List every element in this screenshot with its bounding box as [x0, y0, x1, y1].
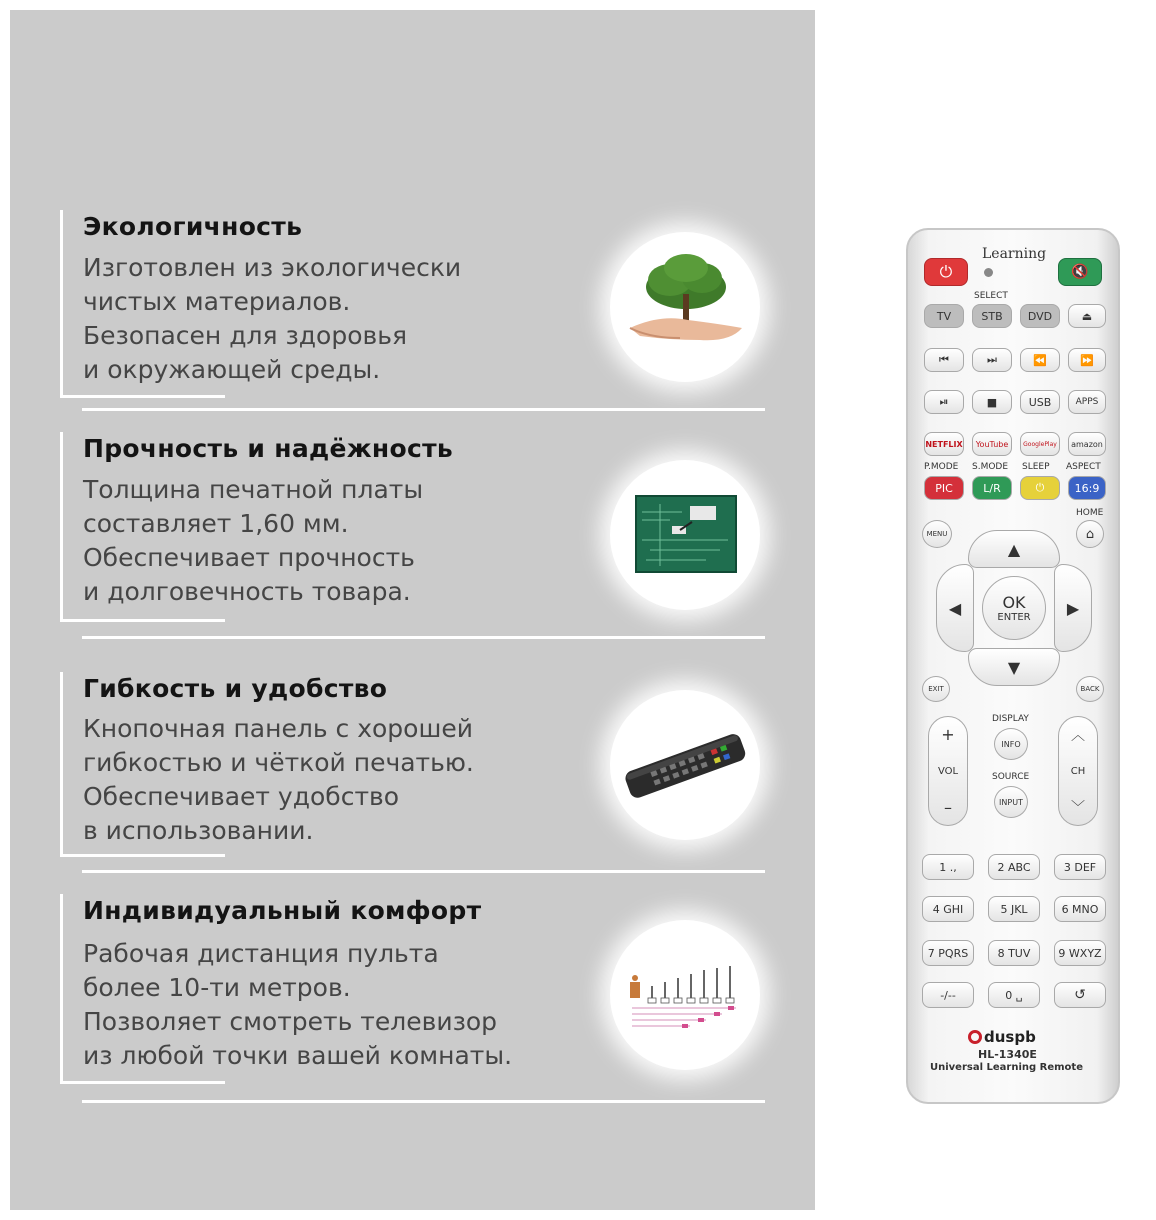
feature-title: Индивидуальный комфорт — [83, 896, 482, 925]
feature-line: Кнопочная панель с хорошей — [83, 714, 473, 743]
dvd-button[interactable]: DVD — [1020, 304, 1060, 328]
home-label: HOME — [1076, 508, 1104, 518]
black-remote-icon — [610, 690, 760, 840]
accent-line-vertical — [60, 210, 63, 398]
remote-subtitle: Universal Learning Remote — [930, 1062, 1083, 1073]
divider-line — [82, 1100, 765, 1103]
vol-label: VOL — [937, 765, 959, 777]
feature-line: Позволяет смотреть телевизор — [83, 1007, 498, 1036]
play-pause-button[interactable]: ⏯ — [924, 390, 964, 414]
ch-label: CH — [1070, 765, 1086, 777]
tree-in-hand-icon — [610, 232, 760, 382]
digit-9-button[interactable]: 9 WXYZ — [1054, 940, 1106, 966]
feature-flexibility — [60, 672, 770, 877]
remote-brand-top: Learning — [982, 246, 1047, 262]
info-button[interactable]: INFO — [994, 728, 1028, 760]
dpad-left-button[interactable]: ◀ — [936, 564, 974, 652]
dpad-down-button[interactable]: ▼ — [968, 648, 1060, 686]
ok-label: OK — [1002, 593, 1026, 612]
volume-up-button[interactable]: + — [941, 725, 955, 744]
lr-button[interactable]: L/R — [972, 476, 1012, 500]
model-number: HL-1340E — [978, 1048, 1037, 1061]
back-button[interactable]: BACK — [1076, 676, 1104, 702]
circuit-board-icon — [610, 460, 760, 610]
source-label: SOURCE — [992, 772, 1030, 782]
divider-line — [82, 870, 765, 873]
sleep-button[interactable]: ⏻ — [1020, 476, 1060, 500]
youtube-button[interactable]: YouTube — [972, 432, 1012, 456]
digit-4-button[interactable]: 4 GHI — [922, 896, 974, 922]
accent-line-short — [60, 854, 225, 857]
home-button[interactable]: ⌂ — [1076, 520, 1104, 548]
feature-line: чистых материалов. — [83, 287, 351, 316]
prev-button[interactable]: ⏮ — [924, 348, 964, 372]
feature-eco — [60, 210, 770, 410]
feature-line: в использовании. — [83, 816, 314, 845]
digit-8-button[interactable]: 8 TUV — [988, 940, 1040, 966]
dpad-up-button[interactable]: ▲ — [968, 530, 1060, 568]
pmode-label: P.MODE — [924, 462, 959, 472]
feature-line: Безопасен для здоровья — [83, 321, 407, 350]
accent-line-short — [60, 395, 225, 398]
logo-text: duspb — [984, 1028, 1036, 1046]
logo-mark-icon — [968, 1030, 982, 1044]
pic-button[interactable]: PIC — [924, 476, 964, 500]
feature-line: Изготовлен из экологически — [83, 253, 462, 282]
feature-line: Толщина печатной платы — [83, 475, 424, 504]
accent-line-short — [60, 1081, 225, 1084]
dpad — [936, 530, 1092, 686]
ir-led-icon — [984, 268, 993, 277]
digit-2-button[interactable]: 2 ABC — [988, 854, 1040, 880]
enter-label: ENTER — [997, 612, 1031, 623]
digit-7-button[interactable]: 7 PQRS — [922, 940, 974, 966]
rewind-button[interactable]: ⏪ — [1020, 348, 1060, 372]
feature-title: Экологичность — [83, 212, 303, 241]
usb-button[interactable]: USB — [1020, 390, 1060, 414]
recall-button[interactable]: ↺ — [1054, 982, 1106, 1008]
accent-line-vertical — [60, 672, 63, 857]
stb-button[interactable]: STB — [972, 304, 1012, 328]
stop-button[interactable]: ■ — [972, 390, 1012, 414]
feature-line: составляет 1,60 мм. — [83, 509, 349, 538]
feature-line: Обеспечивает прочность — [83, 543, 415, 572]
channel-down-button[interactable]: ﹀ — [1071, 800, 1085, 816]
feature-line: и окружающей среды. — [83, 355, 381, 384]
mute-button[interactable]: 🔇 — [1058, 258, 1102, 286]
apps-button[interactable]: APPS — [1068, 390, 1106, 414]
dash-button[interactable]: -/-- — [922, 982, 974, 1008]
digit-5-button[interactable]: 5 JKL — [988, 896, 1040, 922]
volume-rocker — [928, 716, 968, 826]
accent-line-vertical — [60, 432, 63, 622]
divider-line — [82, 408, 765, 411]
display-label: DISPLAY — [992, 714, 1029, 724]
divider-line — [82, 636, 765, 639]
tv-button[interactable]: TV — [924, 304, 964, 328]
feature-line: из любой точки вашей комнаты. — [83, 1041, 513, 1070]
netflix-button[interactable]: NETFLIX — [924, 432, 964, 456]
feature-line: гибкостью и чёткой печатью. — [83, 748, 474, 777]
forward-button[interactable]: ⏩ — [1068, 348, 1106, 372]
channel-up-button[interactable]: ︿ — [1071, 728, 1085, 744]
digit-1-button[interactable]: 1 ., — [922, 854, 974, 880]
brand-logo — [968, 1028, 1036, 1046]
feature-title: Гибкость и удобство — [83, 674, 388, 703]
feature-durability — [60, 432, 770, 642]
feature-line: Рабочая дистанция пульта — [83, 939, 439, 968]
amazon-button[interactable]: amazon — [1068, 432, 1106, 456]
aspect-button[interactable]: 16:9 — [1068, 476, 1106, 500]
ok-button[interactable] — [982, 576, 1046, 640]
eject-button[interactable]: ⏏ — [1068, 304, 1106, 328]
dpad-right-button[interactable]: ▶ — [1054, 564, 1092, 652]
digit-3-button[interactable]: 3 DEF — [1054, 854, 1106, 880]
digit-0-button[interactable]: 0 ␣ — [988, 982, 1040, 1008]
next-button[interactable]: ⏭ — [972, 348, 1012, 372]
viewing-distance-diagram-icon — [610, 920, 760, 1070]
googleplay-button[interactable]: GooglePlay — [1020, 432, 1060, 456]
feature-line: более 10-ти метров. — [83, 973, 351, 1002]
accent-line-short — [60, 619, 225, 622]
channel-rocker — [1058, 716, 1098, 826]
feature-line: Обеспечивает удобство — [83, 782, 400, 811]
feature-title: Прочность и надёжность — [83, 434, 453, 463]
sleep-label: SLEEP — [1022, 462, 1050, 472]
menu-button[interactable]: MENU — [922, 520, 952, 548]
smode-label: S.MODE — [972, 462, 1009, 472]
universal-remote — [906, 228, 1120, 1104]
accent-line-vertical — [60, 894, 63, 1084]
power-button[interactable]: ⏻ — [924, 258, 968, 286]
select-label: SELECT — [974, 291, 1008, 301]
feature-comfort — [60, 894, 770, 1109]
exit-button[interactable]: EXIT — [922, 676, 950, 702]
feature-line: и долговечность товара. — [83, 577, 411, 606]
volume-down-button[interactable]: – — [944, 798, 952, 817]
input-button[interactable]: INPUT — [994, 786, 1028, 818]
aspect-label: ASPECT — [1066, 462, 1101, 472]
digit-6-button[interactable]: 6 MNO — [1054, 896, 1106, 922]
